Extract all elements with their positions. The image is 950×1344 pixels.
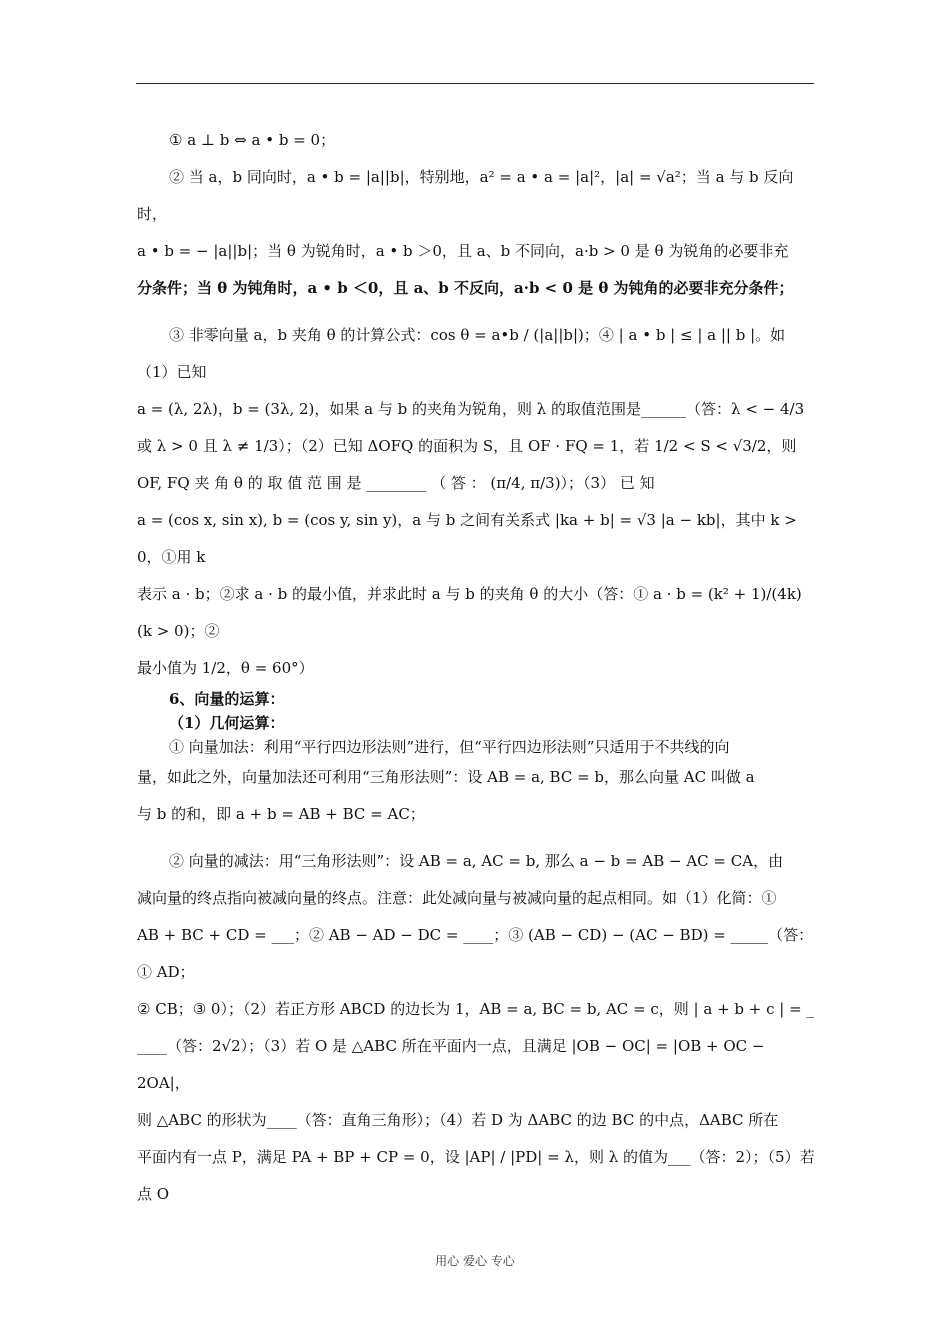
text-line: 与 b 的和，即 a + b = AB + BC = AC； [137, 805, 425, 823]
page-footer: 用心 爱心 专心 [435, 1254, 515, 1268]
text-line: 分条件；当 θ 为钝角时，a • b ＜0，且 a、b 不反向，a·b < 0 是 θ 为钝角的必要非充分条件； [137, 279, 794, 297]
header-rule [136, 83, 814, 84]
page-body [137, 122, 817, 1213]
text-line: a • b = − |a||b|；当 θ 为锐角时，a • b ＞0，且 a、b 不同向，a·b > 0 是 θ 为锐角的必要非充 [137, 242, 789, 260]
text-line: OF, FQ 夹 角 θ 的 取 值 范 围 是 ________ （ 答 ： (π/4, π/3)）；（3） 已 知 [137, 474, 655, 492]
text-line: ② 当 a，b 同向时，a • b = |a||b|，特别地，a² = a • a = |a|²，|a| = √a²；当 a 与 b 反向时， [137, 168, 794, 223]
text-line: 或 λ > 0 且 λ ≠ 1/3）；（2）已知 ΔOFQ 的面积为 S，且 OF · FQ = 1，若 1/2 < S < √3/2，则 [137, 437, 797, 455]
text-line: 减向量的终点指向被减向量的终点。注意：此处减向量与被减向量的起点相同。如（1）化简：① [137, 889, 777, 907]
text-line: ____（答：2√2）；（3）若 O 是 △ABC 所在平面内一点，且满足 |OB − OC| = |OB + OC − 2OA|， [137, 1037, 765, 1092]
text-line: 最小值为 1/2，θ = 60°） [137, 659, 314, 677]
text-line: ② 向量的减法：用“三角形法则”：设 AB = a, AC = b, 那么 a − b = AB − AC = CA，由 [169, 852, 784, 870]
text-line: ① a ⊥ b ⇔ a • b = 0； [169, 131, 336, 149]
text-line: 则 △ABC 的形状为____（答：直角三角形）；（4）若 D 为 ΔABC 的边 BC 的中点，ΔABC 所在 [137, 1111, 779, 1129]
text-line: a = (λ, 2λ)，b = (3λ, 2)，如果 a 与 b 的夹角为锐角，则 λ 的取值范围是______（答：λ < − 4/3 [137, 400, 805, 418]
text-line: ① 向量加法：利用“平行四边形法则”进行，但“平行四边形法则”只适用于不共线的向 [169, 738, 730, 756]
text-line: 平面内有一点 P，满足 PA + BP + CP = 0，设 |AP| / |PD| = λ，则 λ 的值为___（答：2）；（5）若点 O [137, 1148, 815, 1203]
section-heading: 6、向量的运算： [169, 690, 285, 708]
text-line: 量，如此之外，向量加法还可利用“三角形法则”：设 AB = a, BC = b，那么向量 AC 叫做 a [137, 768, 755, 786]
text-line: ③ 非零向量 a，b 夹角 θ 的计算公式：cos θ = a•b / (|a||b|)；④ | a • b | ≤ | a || b |。如（1）已知 [137, 326, 786, 381]
text-line: AB + BC + CD = ___；② AB − AD − DC = ____；③ (AB − CD) − (AC − BD) = _____（答：① AD； [137, 926, 814, 981]
text-line: a = (cos x, sin x), b = (cos y, sin y)，a 与 b 之间有关系式 |ka + b| = √3 |a − kb|，其中 k > 0，①用 k [137, 511, 797, 566]
text-line: 表示 a · b；②求 a · b 的最小值，并求此时 a 与 b 的夹角 θ 的大小（答：① a · b = (k² + 1)/(4k) (k > 0)；② [137, 585, 802, 640]
text-line: ② CB；③ 0）；（2）若正方形 ABCD 的边长为 1，AB = a, BC = b, AC = c，则 | a + b + c | = _ [137, 1000, 814, 1018]
subsection-heading: （1）几何运算： [169, 714, 285, 732]
